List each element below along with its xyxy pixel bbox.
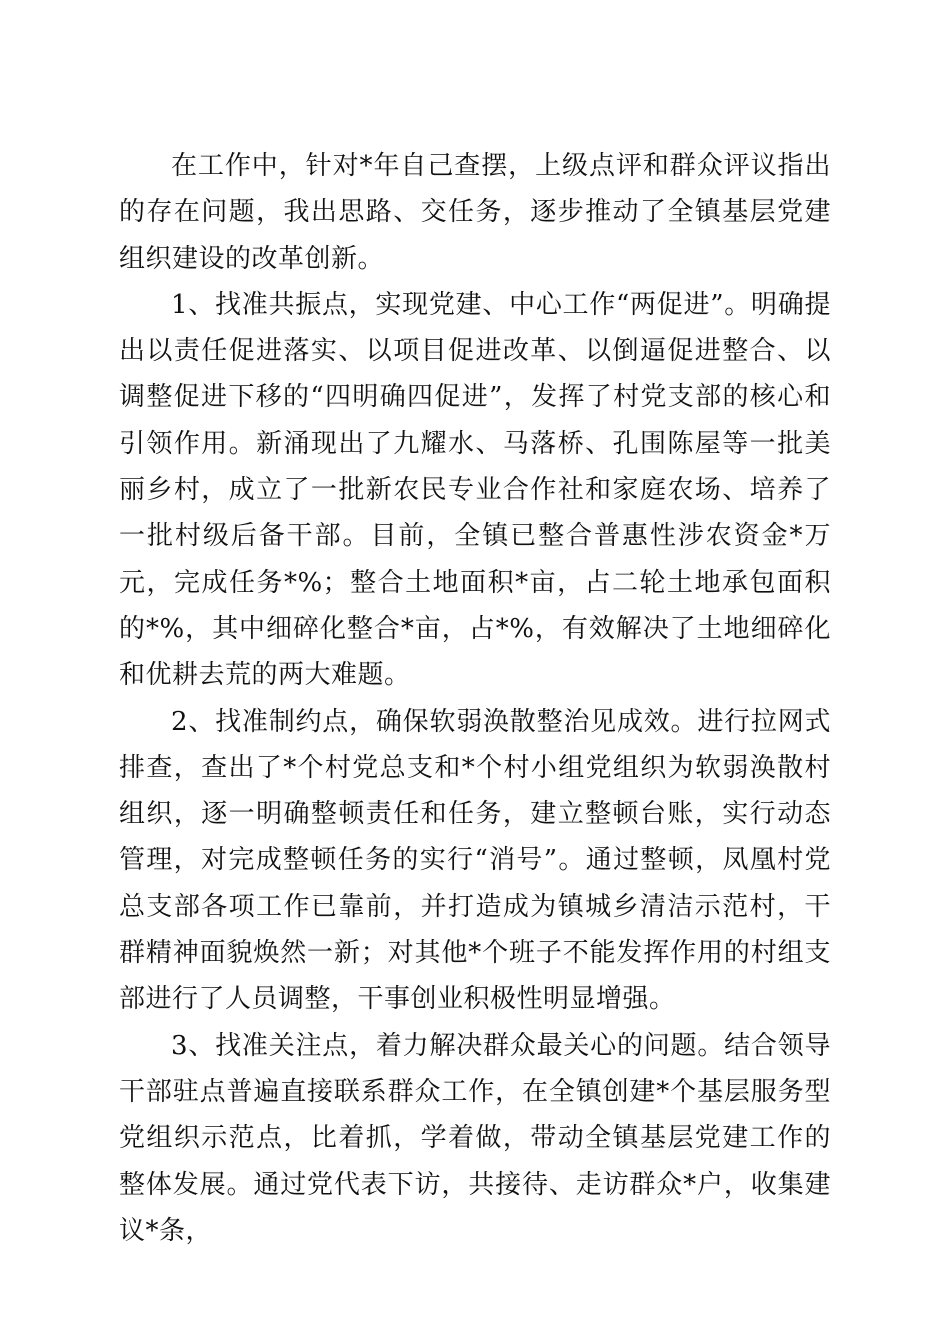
paragraph-intro: 在工作中，针对*年自己查摆，上级点评和群众评议指出的存在问题，我出思路、交任务，逐步推动了全镇基层党建组织建设的改革创新。 <box>119 151 831 274</box>
paragraph-item-1: 1、找准共振点，实现党建、中心工作“两促进”。明确提出以责任促进落实、以项目促进改革、以倒逼促进整合、以调整促进下移的“四明确四促进”，发挥了村党支部的核心和引领作用。新涌现出了九耀水、马落桥、孔围陈屋等一批美丽乡村，成立了一批新农民专业合作社和家庭农场、培养了一批村级后备干部。目前，全镇已整合普惠性涉农资金*万元，完成任务*%；整合土地面积*亩，占二轮土地承包面积的*%，其中细碎化整合*亩，占*%，有效解决了土地细碎化和优耕去荒的两大难题。 <box>119 289 831 691</box>
paragraph-item-2: 2、找准制约点，确保软弱涣散整治见成效。进行拉网式排查，查出了*个村党总支和*个村小组党组织为软弱涣散村组织，逐一明确整顿责任和任务，建立整顿台账，实行动态管理，对完成整顿任务的实行“消号”。通过整顿，凤凰村党总支部各项工作已靠前，并打造成为镇城乡清洁示范村，干群精神面貌焕然一新；对其他*个班子不能发挥作用的村组支部进行了人员调整，干事创业积极性明显增强。 <box>119 706 831 1015</box>
paragraph-item-3: 3、找准关注点，着力解决群众最关心的问题。结合领导干部驻点普遍直接联系群众工作，在全镇创建*个基层服务型党组织示范点，比着抓，学着做，带动全镇基层党建工作的整体发展。通过党代表下访，共接待、走访群众*户，收集建议*条， <box>119 1030 831 1246</box>
document-body <box>119 143 831 1254</box>
